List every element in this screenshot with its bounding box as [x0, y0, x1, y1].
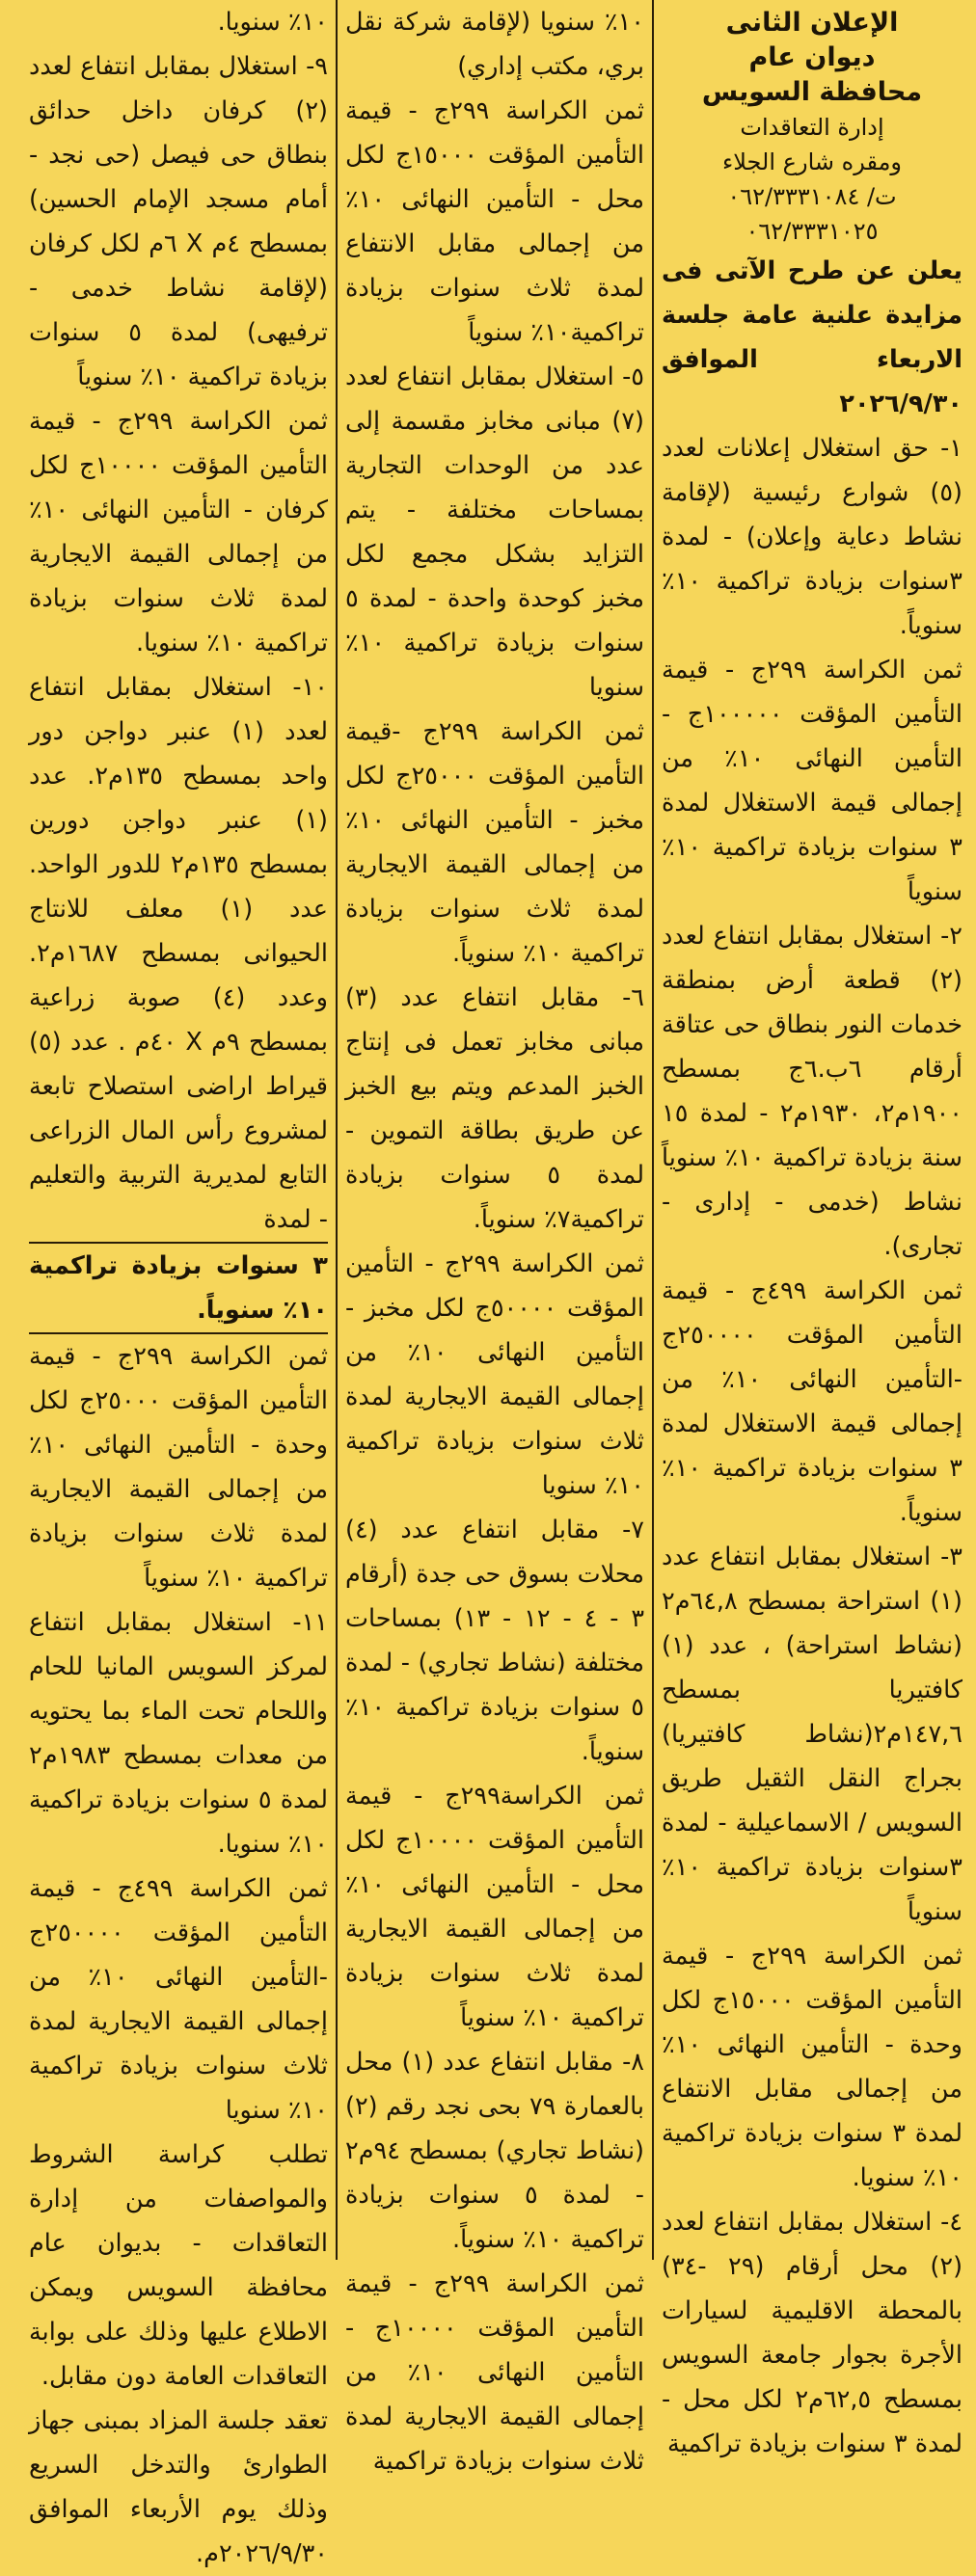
- item-4-cont: ١٠٪ سنويا (لإقامة شركة نقل بري، مكتب إداري): [345, 8, 644, 81]
- ad-column-3: [21, 0, 338, 2568]
- item-5: ٥- استغلال بمقابل انتفاع لعدد (٧) مبانى مخابز مقسمة إلى عدد من الوحدات التجارية بمساحات مختلفة - يتم التزايد بشكل مجمع لكل مخبز كوحدة واحدة - لمدة ٥ سنوات بزيادة تراكمية ١٠٪ سنويا: [345, 362, 644, 702]
- ad-department: إدارة التعاقدات: [740, 114, 884, 141]
- ad-address: ومقره شارع الجلاء: [721, 148, 903, 175]
- item-11: ١١- استغلال بمقابل انتفاع لمركز السويس المانيا للحام واللحام تحت الماء بما يحتويه من معدات بمسطح ١٩٨٣م٢ لمدة ٥ سنوات بزيادة تراكمية ١٠٪ سنويا.: [29, 1608, 328, 1859]
- item-3: ٣- استغلال بمقابل انتفاع عدد (١) استراحة بمسطح ٦٤,٨م٢ (نشاط استراحة) ، عدد (١) كافتيريا بمسطح ١٤٧,٦م٢(نشاط كافتيريا) بجراج النقل الثقيل طريق السويس / الاسماعيلية - لمدة ٣سنوات بزيادة تراكمية ١٠٪ سنوياً: [662, 1543, 962, 1926]
- ad-column-1: [654, 0, 970, 2458]
- item-9-price: ثمن الكراسة ٢٩٩ج - قيمة التأمين المؤقت ١٠٠٠٠ج لكل كرفان - التأمين النهائى ١٠٪ من إجمالى القيمة الايجارية لمدة ثلاث سنوات بزيادة تراكمية ١٠٪ سنويا.: [29, 407, 329, 657]
- item-8: ٨- مقابل انتفاع عدد (١) محل بالعمارة ٧٩ بحى نجد رقم (٢) (نشاط تجاري) بمسطح ٩٤م٢ - لمدة ٥ سنوات بزيادة تراكمية ١٠٪ سنوياً.: [345, 2048, 644, 2254]
- ad-phone-1: ت/ ٠٦٢/٣٣٣١٠٨٤: [727, 183, 897, 210]
- item-1-price: ثمن الكراسة ٢٩٩ج - قيمة التأمين المؤقت ١٠٠٠٠٠ج - التأمين النهائى ١٠٪ من إجمالى قيمة الاستغلال لمدة ٣ سنوات بزيادة تراكمية ١٠٪ سنوياً: [662, 656, 963, 906]
- conditions-note: تطلب كراسة الشروط والمواصفات من إدارة التعاقدات - بديوان عام محافظة السويس ويمكن الاطلاع عليها وذلك على بوابة التعاقدات العامة دون مقابل.: [29, 2140, 328, 2391]
- item-10-duration: ٣ سنوات بزيادة تراكمية ١٠٪ سنوياً.: [29, 1242, 328, 1334]
- item-9: ٩- استغلال بمقابل انتفاع لعدد (٢) كرفان داخل حدائق بنطاق حى فيصل (حى نجد - أمام مسجد الإمام الحسين) بمسطح ٤م X ٦م لكل كرفان (لإقامة نشاط خدمى - ترفيهى) لمدة ٥ سنوات بزيادة تراكمية ١٠٪ سنوياً: [29, 52, 328, 391]
- ad-column-2: [338, 0, 654, 2476]
- item-8-price: ثمن الكراسة ٢٩٩ج - قيمة التأمين المؤقت ١٠٠٠٠ج - التأمين النهائى ١٠٪ من إجمالى القيمة الايجارية لمدة ثلاث سنوات بزيادة تراكمية: [345, 2269, 645, 2476]
- item-6-price: ثمن الكراسة ٢٩٩ج - التأمين المؤقت ٥٠٠٠٠ج لكل مخبز - التأمين النهائى ١٠٪ من إجمالى القيمة الايجارية لمدة ثلاث سنوات بزيادة تراكمية ١٠٪ سنويا: [345, 1249, 644, 1500]
- item-11-price: ثمن الكراسة ٤٩٩ج - قيمة التأمين المؤقت ٢٥٠٠٠٠ج -التأمين النهائى ١٠٪ من إجمالى القيمة الايجارية لمدة ثلاث سنوات بزيادة تراكمية ١٠٪ سنويا: [29, 1874, 329, 2125]
- ad-org: ديوان عام: [748, 42, 876, 72]
- item-7-price: ثمن الكراسة٢٩٩ج - قيمة التأمين المؤقت ١٠٠٠٠ج لكل محل - التأمين النهائى ١٠٪ من إجمالى القيمة الايجارية لمدة ثلاث سنوات بزيادة تراكمية ١٠٪ سنوياً: [345, 1782, 644, 2032]
- ad-header: [662, 0, 962, 249]
- item-5-price: ثمن الكراسة ٢٩٩ج -قيمة التأمين المؤقت ٢٥٠٠٠ج لكل مخبز - التأمين النهائى ١٠٪ من إجمالى القيمة الايجارية لمدة ثلاث سنوات بزيادة تراكمية ١٠٪ سنوياً.: [345, 717, 644, 968]
- ad-phone-2: ٠٦٢/٣٣٣١٠٢٥: [746, 218, 879, 245]
- item-10-price: ثمن الكراسة ٢٩٩ج - قيمة التأمين المؤقت ٢٥٠٠٠ج لكل وحدة - التأمين النهائى ١٠٪ من إجمالى القيمة الايجارية لمدة ثلاث سنوات بزيادة تراكمية ١٠٪ سنوياً: [29, 1342, 329, 1593]
- item-2: ٢- استغلال بمقابل انتفاع لعدد (٢) قطعة أرض بمنطقة خدمات النور بنطاق حى عتاقة أرقام ٦ب.٦ج بمسطح ١٩٠٠م٢، ١٩٣٠م٢ - لمدة ١٥ سنة بزيادة تراكمية ١٠٪ سنوياً نشاط (خدمى - إدارى - تجارى).: [662, 922, 962, 1261]
- item-8-cont: ١٠٪ سنويا.: [217, 8, 328, 37]
- item-3-price: ثمن الكراسة ٢٩٩ج - قيمة التأمين المؤقت ١٥٠٠٠ج لكل وحدة - التأمين النهائى ١٠٪ من إجمالى مقابل الانتفاع لمدة ٣ سنوات بزيادة تراكمية ١٠٪ سنويا.: [662, 1942, 963, 2192]
- ad-intro: يعلن عن طرح الآتى فى مزايدة علنية عامة جلسة الاربعاء الموافق ٢٠٢٦/٩/٣٠: [662, 256, 962, 418]
- item-1: ١- حق استغلال إعلانات لعدد (٥) شوارع رئيسية (لإقامة نشاط دعاية وإعلان) - لمدة ٣سنوات بزيادة تراكمية ١٠٪ سنوياً.: [662, 434, 962, 640]
- item-4-price: ثمن الكراسة ٢٩٩ج - قيمة التأمين المؤقت ١٥٠٠٠ج لكل محل - التأمين النهائى ١٠٪ من إجمالى مقابل الانتفاع لمدة ثلاث سنوات بزيادة تراكمية١٠٪ سنوياً: [345, 96, 645, 347]
- ad-governorate: محافظة السويس: [701, 77, 923, 107]
- item-7: ٧- مقابل انتفاع عدد (٤) محلات بسوق حى جدة (أرقام ٣ - ٤ - ١٢ - ١٣) بمساحات مختلفة (نشاط تجاري) - لمدة ٥ سنوات بزيادة تراكمية ١٠٪ سنوياً.: [345, 1516, 645, 1766]
- item-10: ١٠- استغلال بمقابل انتفاع لعدد (١) عنبر دواجن دور واحد بمسطح ١٣٥م٢. عدد (١) عنبر دواجن دورين بمسطح ١٣٥م٢ للدور الواحد. عدد (١) معلف للانتاج الحيوانى بمسطح ١٦٨٧م٢. وعدد (٤) صوبة زراعية بمسطح ٩م X ٤٠م . عدد (٥) قيراط اراضى استصلاح تابعة لمشروع رأس المال الزراعى التابع لمديرية التربية والتعليم - لمدة: [29, 673, 328, 1234]
- ad-title: الإعلان الثانى: [725, 8, 899, 38]
- item-2-price: ثمن الكراسة ٤٩٩ج - قيمة التأمين المؤقت ٢٥٠٠٠٠ج -التأمين النهائى ١٠٪ من إجمالى قيمة الاستغلال لمدة ٣ سنوات بزيادة تراكمية ١٠٪ سنوياً.: [662, 1276, 963, 1527]
- auction-venue-note: تعقد جلسة المزاد بمبنى جهاز الطوارئ والتدخل السريع وذلك يوم الأربعاء الموافق ٢٠٢٦/٩/٣٠م.: [29, 2406, 328, 2568]
- item-4: ٤- استغلال بمقابل انتفاع لعدد (٢) محل أرقام (٢٩ -٣٤) بالمحطة الاقليمية لسيارات الأجرة بجوار جامعة السويس بمسطح ٦٢,٥م٢ لكل محل - لمدة ٣ سنوات بزيادة تراكمية: [662, 2208, 963, 2458]
- item-6: ٦- مقابل انتفاع عدد (٣) مبانى مخابز تعمل فى إنتاج الخبز المدعم ويتم بيع الخبز عن طريق بطاقة التموين - لمدة ٥ سنوات بزيادة تراكمية٧٪ سنوياً.: [345, 983, 644, 1234]
